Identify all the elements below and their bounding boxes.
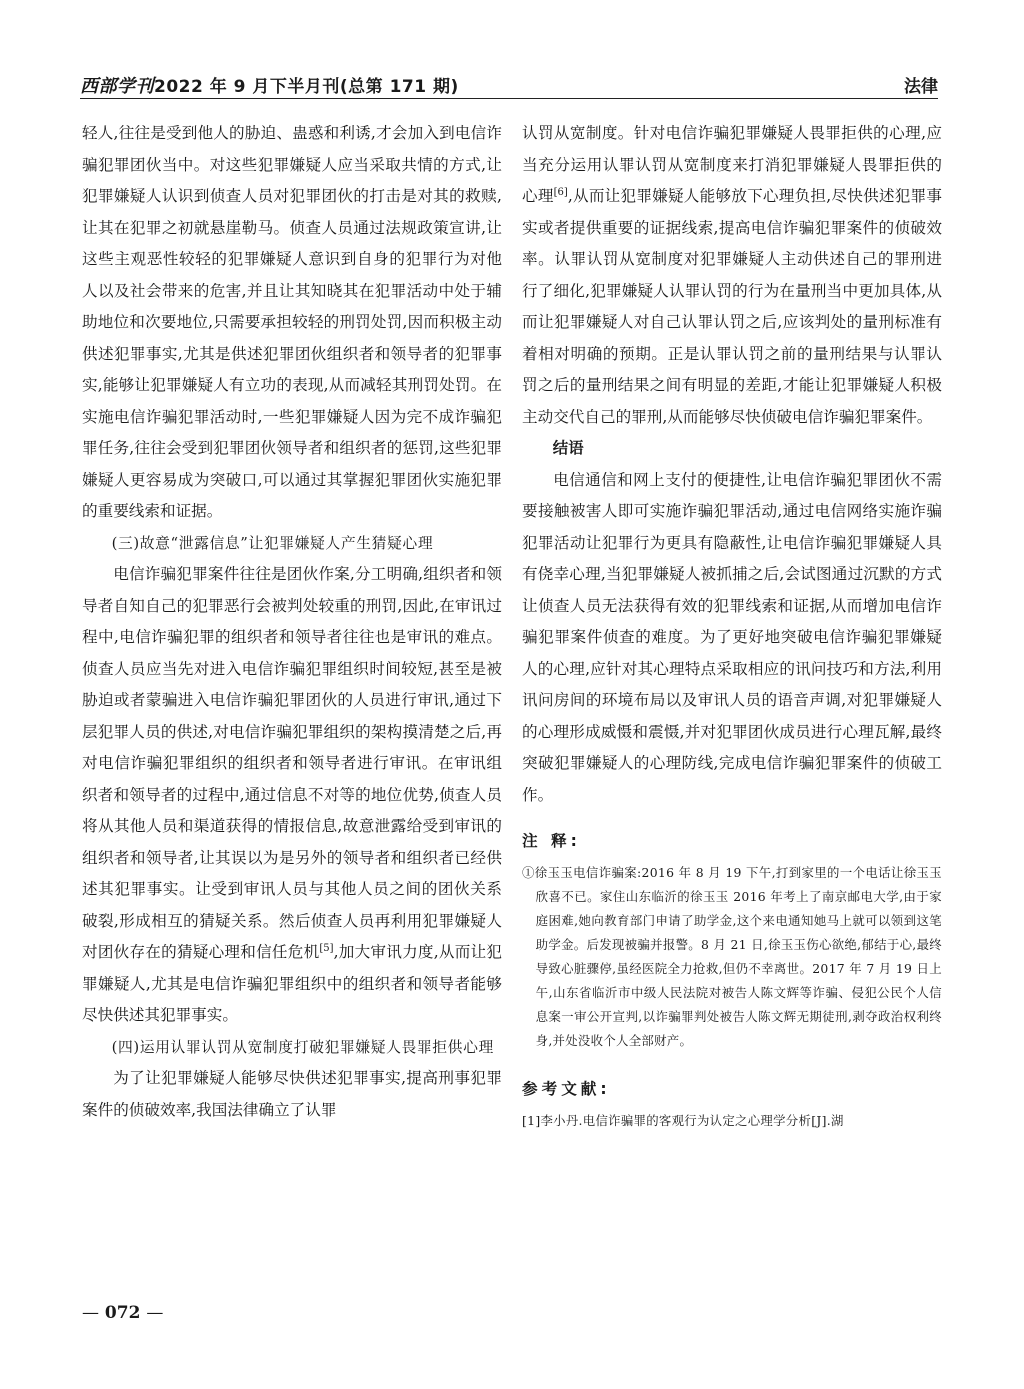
- subheading-4: (四)运用认罪认罚从宽制度打破犯罪嫌疑人畏罪拒供心理: [111, 1038, 494, 1056]
- header-rule: [80, 98, 938, 99]
- header-journal-issue: [80, 72, 459, 98]
- conclusion-heading: 结语: [552, 439, 584, 457]
- citation-5: [5]: [319, 942, 334, 954]
- paragraph-text: ,加大审讯力度,从而让犯罪嫌疑人,尤其是电信诈骗犯罪组织中的组织者和领导者能够尽快供述其犯罪事实。: [82, 943, 502, 1024]
- paragraph-continued: [522, 118, 942, 433]
- paragraph-text: 电信诈骗犯罪案件往往是团伙作案,分工明确,组织者和领导者自知自己的犯罪恶行会被判处较重的刑罚,因此,在审讯过程中,电信诈骗犯罪的组织者和领导者往往也是审讯的难点。侦查人员应当先对进入电信诈骗犯罪组织时间较短,甚至是被胁迫或者蒙骗进入电信诈骗犯罪团伙的人员进行审讯,通过下层犯罪人员的供述,对电信诈骗犯罪组织的架构摸清楚之后,再对电信诈骗犯罪组织的组织者和领导者进行审讯。在审讯组织者和领导者的过程中,通过信息不对等的地位优势,侦查人员将从其他人员和渠道获得的情报信息,故意泄露给受到审讯的组织者和领导者,让其误以为是另外的领导者和组织者已经供述其犯罪事实。让受到审讯人员与其他人员之间的团伙关系破裂,形成相互的猜疑关系。然后侦查人员再利用犯罪嫌疑人对团伙存在的猜疑心理和信任危机: [82, 565, 502, 961]
- citation-6: [6]: [553, 186, 568, 198]
- conclusion-paragraph: 电信通信和网上支付的便捷性,让电信诈骗犯罪团伙不需要接触被害人即可实施诈骗犯罪活动,通过电信网络实施诈骗犯罪活动让犯罪行为更具有隐蔽性,让电信诈骗犯罪嫌疑人具有侥幸心理,当犯罪嫌疑人被抓捕之后,会试图通过沉默的方式让侦查人员无法获得有效的犯罪线索和证据,从而增加电信诈骗犯罪案件侦查的难度。为了更好地突破电信诈骗犯罪嫌疑人的心理,应针对其心理特点采取相应的讯问技巧和方法,利用讯问房间的环境布局以及审讯人员的语音声调,对犯罪嫌疑人的心理形成威慑和震慑,并对犯罪团伙成员进行心理瓦解,最终突破犯罪嫌疑人的心理防线,完成电信诈骗犯罪案件的侦破工作。: [522, 470, 942, 804]
- footnote-1: ①徐玉玉电信诈骗案:2016 年 8 月 19 下午,打到家里的一个电话让徐玉玉欣喜不已。家住山东临沂的徐玉玉 2016 年考上了南京邮电大学,由于家庭困难,她向教育部门申请了助学金,这个来电通知她马上就可以领到这笔助学金。后发现被骗并报警。8 月 21 日,徐玉玉伤心欲绝,郁结于心,最终导致心脏骤停,虽经医院全力抢救,但仍不幸离世。2017 年 7 月 19 日上午,山东省临沂市中级人民法院对被告人陈文辉等诈骗、侵犯公民个人信息案一审公开宣判,以诈骗罪判处被告人陈文辉无期徒刑,剥夺政治权利终身,并处没收个人全部财产。: [522, 865, 942, 1048]
- left-column: [82, 118, 502, 1126]
- paragraph-plea: 为了让犯罪嫌疑人能够尽快供述犯罪事实,提高刑事犯罪案件的侦破效率,我国法律确立了认罪: [82, 1069, 502, 1119]
- page-dash-right: —: [146, 1303, 164, 1323]
- reference-1: [1]李小丹.电信诈骗罪的客观行为认定之心理学分析[J].湖: [522, 1113, 844, 1128]
- paragraph-continued: 轻人,往往是受到他人的胁迫、蛊惑和利诱,才会加入到电信诈骗犯罪团伙当中。对这些犯罪嫌疑人应当采取共情的方式,让犯罪嫌疑人认识到侦查人员对犯罪团伙的打击是对其的救赎,让其在犯罪之初就悬崖勒马。侦查人员通过法规政策宣讲,让这些主观恶性较轻的犯罪嫌疑人意识到自身的犯罪行为对他人以及社会带来的危害,并且让其知晓其在犯罪活动中处于辅助地位和次要地位,只需要承担较轻的刑罚处罚,因而积极主动供述犯罪事实,尤其是供述犯罪团伙组织者和领导者的犯罪事实,能够让犯罪嫌疑人有立功的表现,从而减轻其刑罚处罚。在实施电信诈骗犯罪活动时,一些犯罪嫌疑人因为完不成诈骗犯罪任务,往往会受到犯罪团伙领导者和组织者的惩罚,这些犯罪嫌疑人更容易成为突破口,可以通过其掌握犯罪团伙实施犯罪的重要线索和证据。: [82, 124, 502, 520]
- journal-logo: 西部学刊: [80, 76, 154, 97]
- paragraph-text: 认罚从宽制度。针对电信诈骗犯罪嫌疑人畏罪拒供的心理,应当充分运用认罪认罚从宽制度来打消犯罪嫌疑人畏罪拒供的心理: [522, 124, 942, 205]
- notes-heading: 注 释:: [522, 832, 581, 850]
- issue-info: 2022 年 9 月下半月刊(总第 171 期): [154, 77, 459, 97]
- page-number-value: 072: [104, 1303, 141, 1323]
- running-header: [80, 70, 938, 104]
- subheading-3: (三)故意“泄露信息”让犯罪嫌疑人产生猜疑心理: [111, 534, 434, 552]
- right-column: [522, 118, 942, 1133]
- page-number: [82, 1303, 163, 1323]
- references-heading: 参考文献:: [522, 1080, 611, 1098]
- section-label: 法律: [904, 77, 938, 97]
- paragraph-text: ,从而让犯罪嫌疑人能够放下心理负担,尽快供述犯罪事实或者提供重要的证据线索,提高电信诈骗犯罪案件的侦破效率。认罪认罚从宽制度对犯罪嫌疑人主动供述自己的罪刑进行了细化,犯罪嫌疑人认罪认罚的行为在量刑当中更加具体,从而让犯罪嫌疑人对自己认罪认罚之后,应该判处的量刑标准有着相对明确的预期。正是认罪认罚之前的量刑结果与认罪认罚之后的量刑结果之间有明显的差距,才能让犯罪嫌疑人积极主动交代自己的罪刑,从而能够尽快侦破电信诈骗犯罪案件。: [522, 187, 942, 426]
- page-dash-left: —: [82, 1303, 99, 1323]
- paragraph-suspicion: [82, 559, 502, 1032]
